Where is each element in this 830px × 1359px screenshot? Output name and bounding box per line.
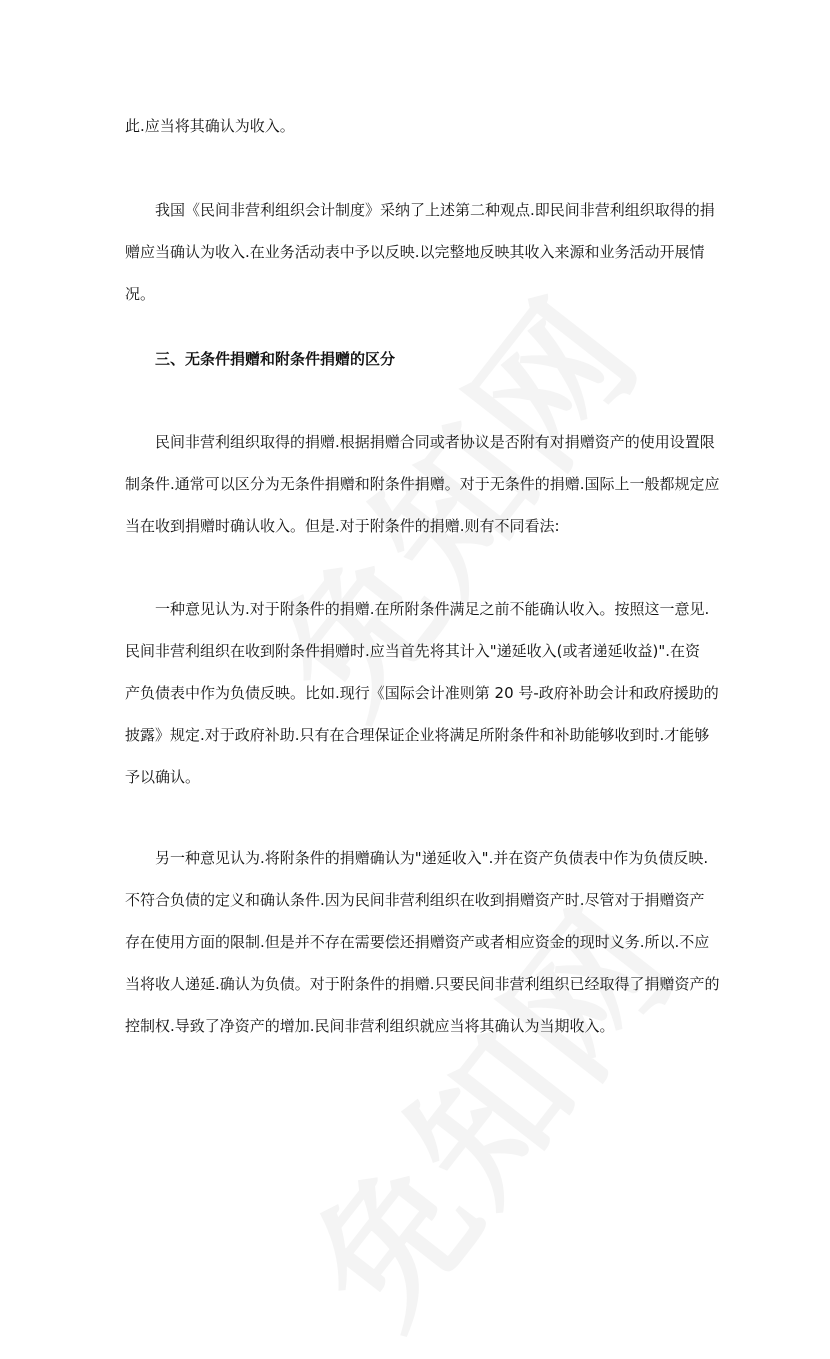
paragraph-line: 另一种意见认为.将附条件的捐赠确认为"递延收入".并在资产负债表中作为负债反映.	[155, 849, 709, 867]
paragraph-line: 制条件.通常可以区分为无条件捐赠和附条件捐赠。对于无条件的捐赠.国际上一般都规定应	[125, 475, 720, 493]
paragraph-line: 民间非营利组织在收到附条件捐赠时.应当首先将其计入"递延收入(或者递延收益)".在资	[125, 642, 701, 660]
paragraph-line: 民间非营利组织取得的捐赠.根据捐赠合同或者协议是否附有对捐赠资产的使用设置限	[155, 433, 715, 451]
paragraph-line: 此.应当将其确认为收入。	[125, 117, 295, 135]
paragraph-line: 存在使用方面的限制.但是并不存在需要偿还捐赠资产或者相应资金的现时义务.所以.不应	[125, 933, 710, 951]
paragraph-line: 披露》规定.对于政府补助.只有在合理保证企业将满足所附条件和补助能够收到时.才能够	[125, 726, 710, 744]
paragraph-line: 产负债表中作为负债反映。比如.现行《国际会计准则第 20 号-政府补助会计和政府援助的	[125, 684, 719, 702]
paragraph-line: 我国《民间非营利组织会计制度》采纳了上述第二种观点.即民间非营利组织取得的捐	[155, 201, 715, 219]
paragraph-line: 赠应当确认为收入.在业务活动表中予以反映.以完整地反映其收入来源和业务活动开展情	[125, 243, 705, 261]
section-heading: 三、无条件捐赠和附条件捐赠的区分	[155, 350, 396, 368]
paragraph-line: 控制权.导致了净资产的增加.民间非营利组织就应当将其确认为当期收入。	[125, 1017, 615, 1035]
paragraph-line: 一种意见认为.对于附条件的捐赠.在所附条件满足之前不能确认收入。按照这一意见.	[155, 600, 710, 618]
paragraph-line: 不符合负债的定义和确认条件.因为民间非营利组织在收到捐赠资产时.尽管对于捐赠资产	[125, 891, 705, 909]
paragraph-line: 况。	[125, 285, 156, 303]
paragraph-line: 予以确认。	[125, 768, 201, 786]
paragraph-line: 当在收到捐赠时确认收入。但是.对于附条件的捐赠.则有不同看法:	[125, 517, 560, 535]
paragraph-line: 当将收人递延.确认为负债。对于附条件的捐赠.只要民间非营利组织已经取得了捐赠资产的	[125, 975, 720, 993]
